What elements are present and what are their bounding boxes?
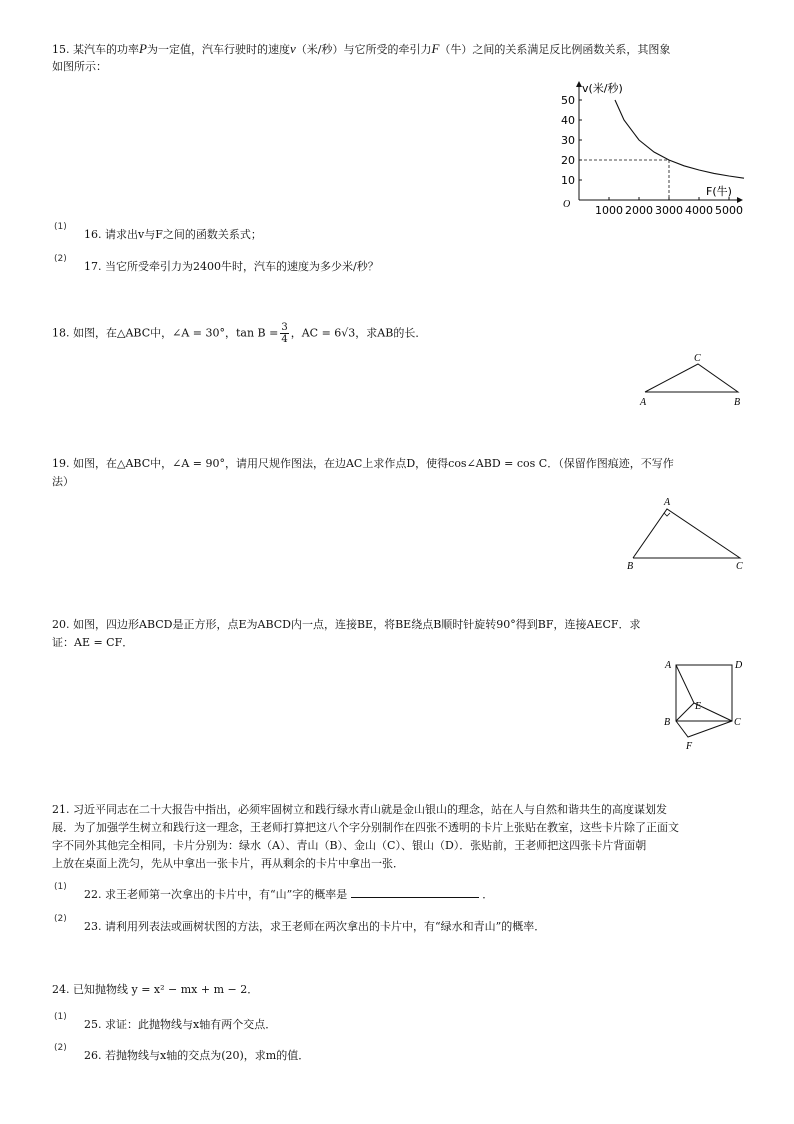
y-axis-label: v(米/秒) <box>582 82 623 95</box>
q16-line <box>84 226 262 244</box>
x-tick-label: 2000 <box>625 204 653 217</box>
q18-text-b: ，AC = 6√3，求AB的长． <box>290 326 427 340</box>
q18-label-b: B <box>734 397 741 408</box>
q23-number: 23. <box>84 920 102 933</box>
q20-label-c: C <box>734 717 741 728</box>
q18-number: 18. <box>52 326 70 340</box>
q15-text-d: （牛）之间的关系满足反比例函数关系，其图象 <box>439 43 671 56</box>
y-tick-label: 50 <box>561 94 575 107</box>
q16-number: 16. <box>84 228 102 241</box>
q22-sub-label: (1) <box>54 882 67 892</box>
x-tick-label: 1000 <box>595 204 623 217</box>
q19-line2: 法） <box>52 475 74 488</box>
q18-line <box>52 322 426 345</box>
inverse-proportion-chart <box>550 80 750 220</box>
q24-line <box>52 981 258 999</box>
q20-label-f: F <box>686 741 693 752</box>
q19-label-a: A <box>664 497 671 508</box>
q21-line4: 上放在桌面上洗匀，先从中拿出一张卡片，再从剩余的卡片中拿出一张． <box>52 857 404 870</box>
y-tick-label: 10 <box>561 174 575 187</box>
q24-number: 24. <box>52 983 70 996</box>
q25-text: 求证：此抛物线与x轴有两个交点． <box>105 1018 277 1031</box>
q21-number: 21. <box>52 803 70 816</box>
q18-fraction <box>280 322 288 345</box>
q15-line1 <box>52 40 670 59</box>
q19-label-c: C <box>736 561 743 572</box>
x-tick-label: 5000 <box>715 204 743 217</box>
q25-line <box>84 1016 276 1034</box>
q21-text-1: 习近平同志在二十大报告中指出，必须牢固树立和践行绿水青山就是金山银山的理念，站在人与自然和谐共生的高度谋划发 <box>73 803 667 816</box>
q26-sub-label: (2) <box>54 1043 67 1053</box>
q23-sub-label: (2) <box>54 914 67 924</box>
q19-right-triangle-figure <box>622 494 752 574</box>
q15-text-c: （米/秒）与它所受的牵引力 <box>295 43 432 56</box>
q26-number: 26. <box>84 1049 102 1062</box>
y-tick-label: 40 <box>561 114 575 127</box>
x-axis-label: F(牛) <box>706 185 732 198</box>
q21-line1 <box>52 801 667 819</box>
q20-label-d: D <box>735 660 743 671</box>
q21-line3: 字不同外其他完全相同，卡片分别为：绿水（A）、青山（B）、金山（C）、银山（D）．张贴前，王老师把这四张卡片背面朝 <box>52 839 647 852</box>
q20-line1 <box>52 616 641 634</box>
q25-sub-label: (1) <box>54 1012 67 1022</box>
q19-line1 <box>52 455 674 473</box>
q19-label-b: B <box>627 561 634 572</box>
q15-var-v: v <box>289 41 296 56</box>
q22-line <box>84 886 493 904</box>
q20-label-e: E <box>695 701 702 712</box>
q18-triangle-figure <box>635 350 755 410</box>
q15-line2: 如图所示： <box>52 60 107 73</box>
q17-sub-label: (2) <box>54 254 67 264</box>
q15-text-b: 为一定值，汽车行驶时的速度 <box>146 43 290 56</box>
origin-label: O <box>563 199 571 210</box>
q18-label-c: C <box>694 353 701 364</box>
q23-text: 请利用列表法或画树状图的方法，求王老师在两次拿出的卡片中，有“绿水和青山”的概率． <box>105 920 546 933</box>
q22-answer-blank[interactable] <box>351 886 479 898</box>
y-tick-label: 20 <box>561 154 575 167</box>
q20-label-b: B <box>664 717 671 728</box>
x-tick-label: 3000 <box>655 204 683 217</box>
q18-text-a: 如图，在△ABC中，∠A = 30°，tan B = <box>73 326 279 340</box>
q19-number: 19. <box>52 457 70 470</box>
q15-number: 15. <box>52 43 70 56</box>
q17-text: 当它所受牵引力为2400牛时，汽车的速度为多少米/秒？ <box>105 260 379 273</box>
q20-label-a: A <box>665 660 672 671</box>
q18-frac-num: 3 <box>281 322 288 333</box>
x-axis-arrow <box>737 197 743 203</box>
q25-number: 25. <box>84 1018 102 1031</box>
x-tick-label: 4000 <box>685 204 713 217</box>
q17-line <box>84 258 379 276</box>
q26-text: 若抛物线与x轴的交点为(20)，求m的值． <box>105 1049 310 1062</box>
q19-text: 如图，在△ABC中，∠A = 90°，请用尺规作图法，在边AC上求作点D，使得cos∠ABD = cos C．（保留作图痕迹，不写作 <box>73 457 674 470</box>
q22-number: 22. <box>84 888 102 901</box>
q16-sub-label: (1) <box>54 222 67 232</box>
q15-var-f: F <box>431 41 440 56</box>
q15-text-a: 某汽车的功率 <box>73 43 139 56</box>
q26-line <box>84 1047 309 1065</box>
q17-number: 17. <box>84 260 102 273</box>
q20-number: 20. <box>52 618 70 631</box>
q18-frac-den: 4 <box>281 334 288 345</box>
q21-line2: 展．为了加强学生树立和践行这一理念，王老师打算把这八个字分别制作在四张不透明的卡片上张贴在教室，这些卡片除了正面文 <box>52 821 679 834</box>
y-tick-label: 30 <box>561 134 575 147</box>
q20-square-figure <box>660 655 770 755</box>
q22-text: 求王老师第一次拿出的卡片中，有“山”字的概率是 <box>105 888 348 901</box>
q22-tail: ． <box>482 888 494 901</box>
q23-line <box>84 918 545 936</box>
q18-label-a: A <box>640 397 647 408</box>
q24-text: 已知抛物线 y = x² − mx + m − 2． <box>73 983 259 996</box>
q20-line2: 证：AE = CF． <box>52 636 134 649</box>
q20-text: 如图，四边形ABCD是正方形，点E为ABCD内一点，连接BE，将BE绕点B顺时针旋转90°得到BF，连接AECF．求 <box>73 618 641 631</box>
inverse-proportion-curve <box>615 100 744 178</box>
q15-var-p: P <box>139 41 147 56</box>
q16-text: 请求出v与F之间的函数关系式； <box>105 228 262 241</box>
